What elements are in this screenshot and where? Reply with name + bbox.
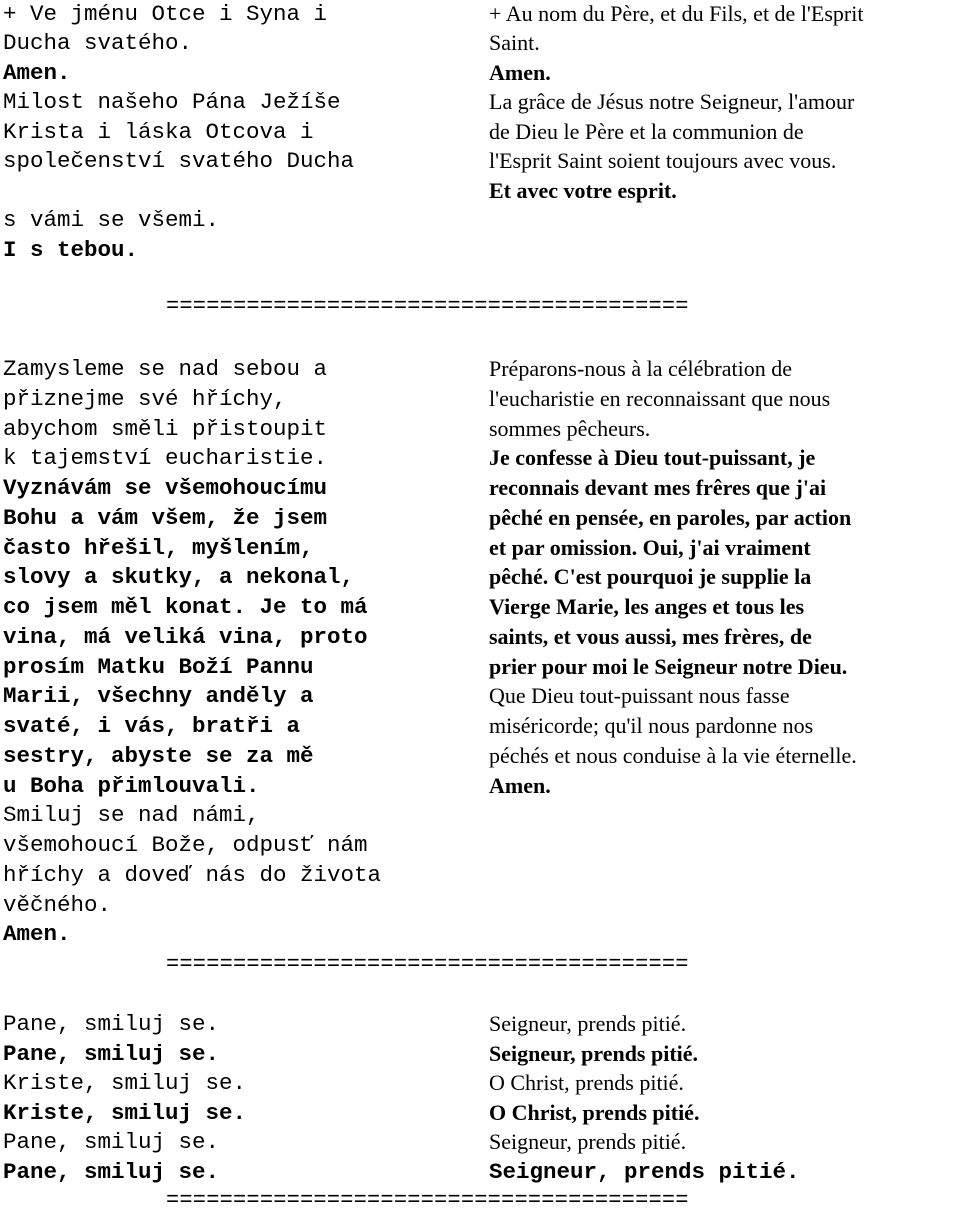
response-line: Amen. <box>489 60 551 85</box>
text-line: de Dieu le Père et la communion de <box>489 119 804 144</box>
text-line: abychom směli přistoupit <box>3 415 328 442</box>
response-line: u Boha přimlouvali. <box>3 772 260 799</box>
response-line: Seigneur, prends pitié. <box>489 1040 699 1066</box>
response-line: Amen. <box>3 60 71 86</box>
text-line: Krista i láska Otcova i <box>3 119 314 145</box>
text-line: La grâce de Jésus notre Seigneur, l'amour <box>489 89 855 114</box>
section-separator: ======================================= <box>166 1188 689 1213</box>
response-line: často hřešil, myšlením, <box>3 534 314 561</box>
text-line: Seigneur, prends pitié. <box>489 1011 687 1036</box>
response-line: Bohu a vám všem, že jsem <box>3 504 328 531</box>
response-line: Vierge Marie, les anges et tous les <box>489 594 805 619</box>
text-line: Ducha svatého. <box>3 30 193 56</box>
response-line: prier pour moi le Seigneur notre Dieu. <box>489 653 848 679</box>
response-line: Kriste, smiluj se. <box>3 1099 247 1126</box>
text-line: Saint. <box>489 30 540 55</box>
response-line: slovy a skutky, a nekonal, <box>3 564 355 591</box>
text-line: přiznejme své hříchy, <box>3 385 287 412</box>
text-line: l'Esprit Saint soient toujours avec vous. <box>489 148 837 173</box>
section-separator: ======================================= <box>166 952 689 977</box>
text-line: Pane, smiluj se. <box>3 1129 220 1155</box>
response-line: Pane, smiluj se. <box>3 1040 220 1067</box>
text-line: péchés et nous conduise à la vie éternelle. <box>489 742 857 768</box>
response-line: Seigneur, prends pitié. <box>489 1158 800 1185</box>
text-line: Kriste, smiluj se. <box>3 1070 247 1096</box>
response-line: prosím Matku Boží Pannu <box>3 653 314 680</box>
text-line: všemohoucí Bože, odpusť nám <box>3 832 368 858</box>
response-line: Vyznávám se všemohoucímu <box>3 475 328 501</box>
response-line: reconnais devant mes frêres que j'ai <box>489 475 827 500</box>
text-line: Que Dieu tout-puissant nous fasse <box>489 683 790 709</box>
response-line: Amen. <box>489 772 551 798</box>
response-line: Et avec votre esprit. <box>489 178 677 203</box>
text-line: l'eucharistie en reconnaissant que nous <box>489 385 831 411</box>
response-line: co jsem měl konat. Je to má <box>3 594 368 620</box>
response-line: O Christ, prends pitié. <box>489 1099 700 1125</box>
text-line: + Ve jménu Otce i Syna i <box>3 1 328 27</box>
text-line: Smiluj se nad námi, <box>3 802 260 829</box>
response-line: Amen. <box>3 921 71 948</box>
text-line: miséricorde; qu'il nous pardonne nos <box>489 713 814 738</box>
response-line: vina, má veliká vina, proto <box>3 623 368 650</box>
text-line: společenství svatého Ducha <box>3 148 355 174</box>
text-line: Préparons-nous à la célébration de <box>489 356 792 381</box>
response-line: Pane, smiluj se. <box>3 1158 220 1185</box>
text-line: Pane, smiluj se. <box>3 1011 220 1037</box>
response-line: saints, et vous aussi, mes frères, de <box>489 623 812 649</box>
response-line: pêché en pensée, en paroles, par action <box>489 504 852 530</box>
text-line: Milost našeho Pána Ježíše <box>3 89 341 115</box>
response-line: svaté, i vás, bratři a <box>3 713 301 739</box>
section-separator: ======================================= <box>166 294 689 319</box>
response-line: I s tebou. <box>3 237 139 263</box>
text-line: s vámi se všemi. <box>3 207 220 233</box>
text-line: sommes pêcheurs. <box>489 415 651 441</box>
text-line: hříchy a doveď nás do života <box>3 861 382 888</box>
response-line: Marii, všechny anděly a <box>3 683 314 710</box>
text-line: + Au nom du Père, et du Fils, et de l'Esprit <box>489 1 864 26</box>
response-line: et par omission. Oui, j'ai vraiment <box>489 534 811 560</box>
response-line: sestry, abyste se za mě <box>3 742 314 769</box>
text-line: Zamysleme se nad sebou a <box>3 356 328 382</box>
text-line: k tajemství eucharistie. <box>3 445 328 472</box>
text-line: věčného. <box>3 891 112 918</box>
response-line: Je confesse à Dieu tout-puissant, je <box>489 445 816 471</box>
text-line: O Christ, prends pitié. <box>489 1070 684 1095</box>
response-line: pêché. C'est pourquoi je supplie la <box>489 564 812 590</box>
text-line: Seigneur, prends pitié. <box>489 1129 687 1154</box>
